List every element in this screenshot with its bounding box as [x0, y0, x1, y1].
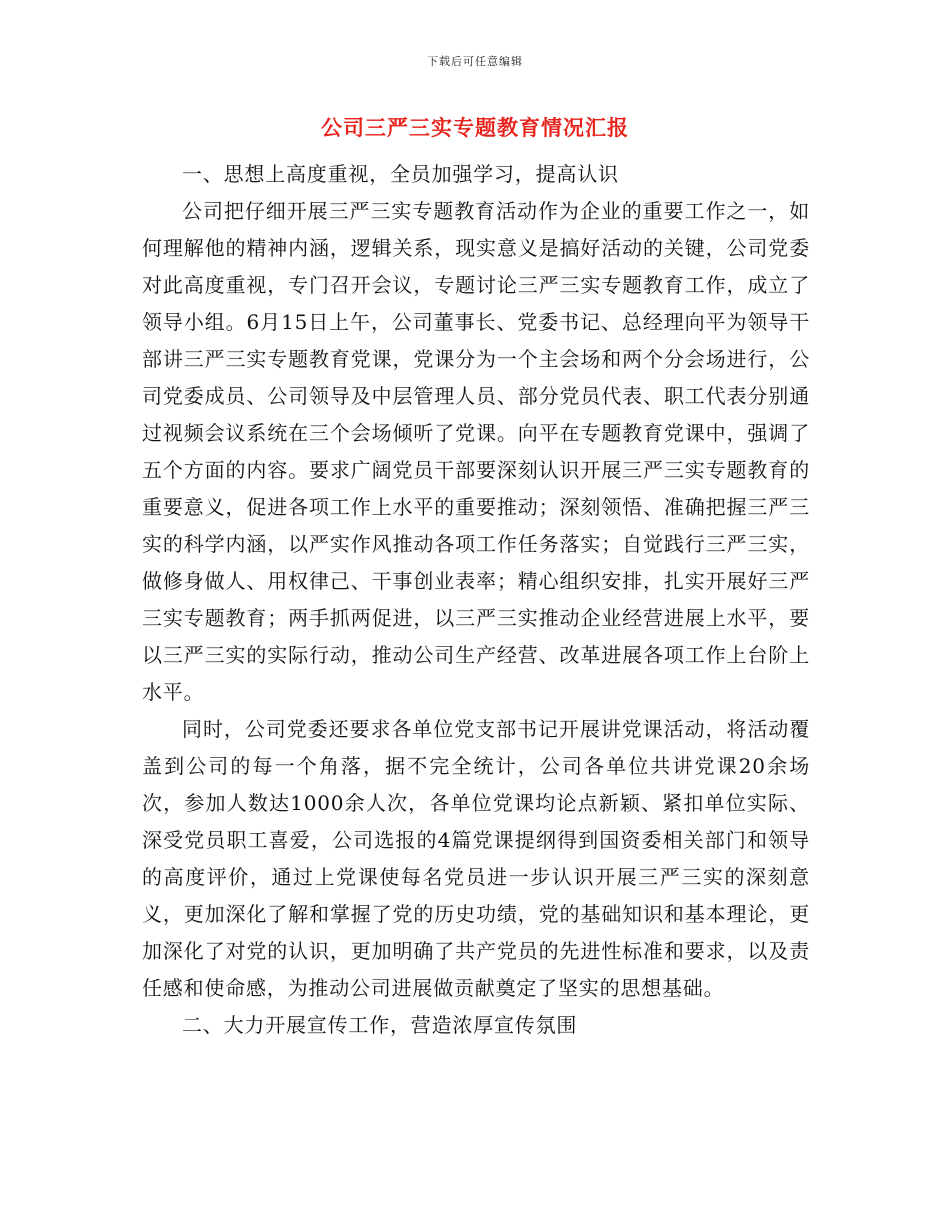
body-paragraph-1: 公司把仔细开展三严三实专题教育活动作为企业的重要工作之一，如何理解他的精神内涵，逻辑关系，现实意义是搞好活动的关键，公司党委对此高度重视，专门召开会议，专题讨论三严三实专题教育工作，成立了领导小组。6月15日上午，公司董事长、党委书记、总经理向平为领导干部讲三严三实专题教育党课，党课分为一个主会场和两个分会场进行，公司党委成员、公司领导及中层管理人员、部分党员代表、职工代表分别通过视频会议系统在三个会场倾听了党课。向平在专题教育党课中，强调了五个方面的内容。要求广阔党员干部要深刻认识开展三严三实专题教育的重要意义，促进各项工作上水平的重要推动；深刻领悟、准确把握三严三实的科学内涵，以严实作风推动各项工作任务落实；自觉践行三严三实，做修身做人、用权律己、干事创业表率；精心组织安排，扎实开展好三严三实专题教育；两手抓两促进，以三严三实推动企业经营进展上水平，要以三严三实的实际行动，推动公司生产经营、改革进展各项工作上台阶上水平。 — [142, 199, 810, 704]
section-heading-1: 一、思想上高度重视，全员加强学习，提高认识 — [182, 162, 619, 186]
header-note: 下载后可任意编辑 — [427, 55, 523, 68]
document-body — [142, 156, 810, 1044]
section-heading-2: 二、大力开展宣传工作，营造浓厚宣传氛围 — [182, 1013, 578, 1037]
body-paragraph-2: 同时，公司党委还要求各单位党支部书记开展讲党课活动，将活动覆盖到公司的每一个角落，据不完全统计，公司各单位共讲党课20余场次，参加人数达1000余人次，各单位党课均论点新颖、紧扣单位实际、深受党员职工喜爱，公司选报的4篇党课提纲得到国资委相关部门和领导的高度评价，通过上党课使每名党员进一步认识开展三严三实的深刻意义，更加深化了解和掌握了党的历史功绩，党的基础知识和基本理论，更加深化了对党的认识，更加明确了共产党员的先进性标准和要求，以及责任感和使命感，为推动公司进展做贡献奠定了坚实的思想基础。 — [142, 717, 810, 1000]
document-title: 公司三严三实专题教育情况汇报 — [321, 115, 629, 140]
